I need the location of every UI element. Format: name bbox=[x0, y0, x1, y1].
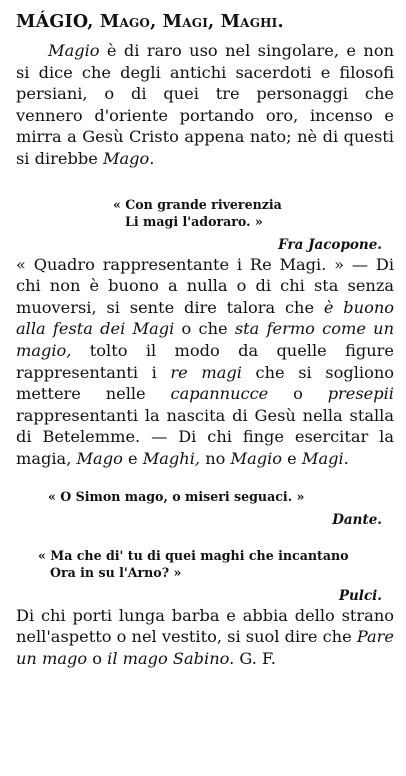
paragraph-1 bbox=[16, 40, 394, 170]
headword-maghi: Maghi. bbox=[220, 12, 284, 32]
italic-term: re magi bbox=[170, 362, 242, 382]
quote-dante bbox=[48, 488, 394, 505]
text-run: o che bbox=[174, 319, 235, 339]
headword-magio: MÁGIO, bbox=[16, 12, 94, 32]
quote-line: « Con grande riverenzia bbox=[113, 196, 282, 212]
quote-attribution: Dante. bbox=[332, 511, 382, 528]
italic-term: presepii bbox=[327, 384, 394, 404]
italic-term: Mago bbox=[76, 448, 123, 468]
italic-term: Pare un mago bbox=[16, 627, 394, 668]
quote-line: « Ma che di' tu di quei maghi che incantano bbox=[38, 547, 349, 563]
italic-term: Magio bbox=[230, 448, 283, 468]
quote-attribution: Pulci. bbox=[338, 587, 382, 604]
paragraph-2 bbox=[16, 254, 394, 470]
text-run: G. F. bbox=[234, 648, 276, 668]
italic-term: Maghi, bbox=[142, 448, 201, 468]
text-run: è di raro uso nel singolare, e non si dice che degli antichi sacerdoti e filosofi persiani, o di quei tre personaggi che vennero d'oriente portando oro, incenso e mirra a Gesù Cristo appena nato; nè di questi si direbbe bbox=[16, 41, 394, 168]
quote-line: Ora in su l'Arno? » bbox=[50, 564, 182, 580]
italic-term: sta fermo come un magio, bbox=[16, 319, 394, 360]
text-run: no bbox=[200, 448, 231, 468]
italic-term: è buono alla festa dei Magi bbox=[16, 297, 395, 339]
italic-term: capannucce bbox=[170, 384, 269, 404]
paragraph-3 bbox=[16, 605, 394, 670]
italic-term: Magio bbox=[48, 41, 100, 60]
italic-term: Mago bbox=[102, 148, 150, 168]
text-run: Di chi porti lunga barba e abbia dello strano nell'aspetto o nel vestito, si suol dire che bbox=[16, 605, 394, 647]
text-run: . bbox=[149, 148, 155, 168]
text-run: e bbox=[122, 448, 143, 468]
text-run: tolto il modo da quelle figure rappresentanti i bbox=[16, 340, 394, 382]
text-run: rappresentanti la nascita di Gesù nella stalla di Betelemme. — Di chi finge esercitar la magia, bbox=[16, 405, 394, 468]
quote-attribution: Fra Jacopone. bbox=[278, 236, 382, 253]
italic-term: Magi bbox=[301, 448, 344, 468]
text-run: . bbox=[343, 448, 349, 468]
text-run: e bbox=[282, 448, 302, 468]
text-run: o bbox=[268, 384, 328, 404]
quote-pulci bbox=[38, 547, 394, 581]
quote-line: Li magi l'adoraro. » bbox=[125, 213, 263, 229]
headword-magi: Magi, bbox=[162, 12, 215, 32]
text-run: « Quadro rappresentante i Re Magi. » — Di chi non è buono a nulla o di chi sta senza muoversi, si sente dire talora che bbox=[16, 254, 394, 317]
quote-line: « O Simon mago, o miseri seguaci. » bbox=[48, 488, 305, 504]
entry-heading bbox=[16, 10, 394, 34]
text-run: che si sogliono mettere nelle bbox=[16, 362, 394, 404]
text-run: o bbox=[87, 648, 108, 668]
headword-mago: Mago, bbox=[99, 12, 157, 32]
italic-term: il mago Sabino. bbox=[107, 648, 235, 668]
quote-jacopone bbox=[113, 196, 394, 230]
